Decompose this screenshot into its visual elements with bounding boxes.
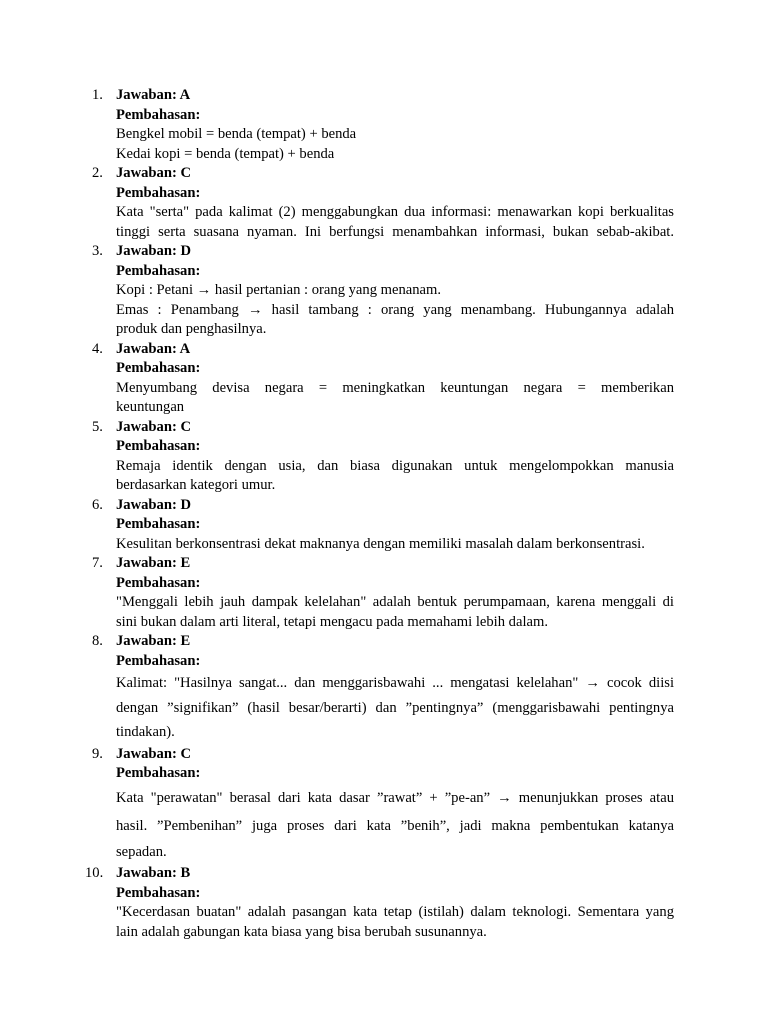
- answer-heading: Jawaban: C: [116, 745, 192, 762]
- explanation-line: Remaja identik dengan usia, dan biasa digunakan untuk mengelompokkan manusia: [116, 457, 674, 474]
- explanation-label: Pembahasan:: [116, 574, 201, 591]
- item-number: 8.: [92, 633, 103, 649]
- explanation-line: produk dan penghasilnya.: [116, 321, 267, 337]
- answer-item-10: [0, 864, 674, 942]
- answer-heading: Jawaban: C: [116, 418, 192, 435]
- explanation-label: Pembahasan:: [116, 262, 201, 279]
- answer-heading: Jawaban: E: [116, 555, 191, 571]
- explanation-line: tindakan).: [116, 724, 175, 740]
- answer-heading: Jawaban: B: [116, 865, 191, 881]
- explanation-line: Kata "serta" pada kalimat (2) menggabungkan dua informasi: menawarkan kopi berkualitas: [116, 204, 674, 220]
- explanation-label: Pembahasan:: [116, 184, 201, 201]
- answer-item-1: [0, 86, 674, 164]
- answer-item-8: [0, 632, 674, 745]
- explanation-label: Pembahasan:: [116, 360, 201, 376]
- answer-key-document: [0, 86, 768, 942]
- explanation-label: Pembahasan:: [116, 884, 201, 901]
- explanation-line: Kata "perawatan" berasal dari kata dasar ”rawat” + ”pe-an” → menunjukkan proses atau: [116, 789, 674, 806]
- item-number: 7.: [92, 555, 103, 571]
- answer-item-7: [0, 554, 674, 632]
- item-number: 9.: [92, 745, 103, 762]
- item-number: 10.: [85, 865, 104, 881]
- item-number: 4.: [92, 340, 103, 357]
- explanation-line: Kopi : Petani → hasil pertanian : orang yang menanam.: [116, 282, 442, 298]
- explanation-label: Pembahasan:: [116, 516, 201, 532]
- item-number: 1.: [92, 87, 103, 103]
- answer-item-6: [0, 496, 674, 555]
- explanation-line: lain adalah gabungan kata biasa yang bisa berubah susunannya.: [116, 923, 487, 940]
- explanation-label: Pembahasan:: [116, 438, 201, 454]
- answer-heading: Jawaban: C: [116, 165, 192, 181]
- explanation-line: "Menggali lebih jauh dampak kelelahan" adalah bentuk perumpamaan, karena menggali di: [116, 594, 674, 610]
- explanation-line: sepadan.: [116, 843, 167, 860]
- answer-item-4: [0, 340, 674, 418]
- explanation-label: Pembahasan:: [116, 765, 201, 781]
- item-number: 3.: [92, 243, 103, 259]
- explanation-line: Kedai kopi = benda (tempat) + benda: [116, 145, 335, 162]
- explanation-line: dengan ”signifikan” (hasil besar/berarti) dan ”pentingnya” (menggarisbawahi pentingnya: [116, 699, 674, 716]
- explanation-label: Pembahasan:: [116, 106, 201, 123]
- explanation-line: keuntungan: [116, 399, 185, 415]
- explanation-line: Menyumbang devisa negara = meningkatkan keuntungan negara = memberikan: [116, 379, 674, 396]
- explanation-line: sini bukan dalam arti literal, tetapi mengacu pada memahami lebih dalam.: [116, 613, 548, 630]
- explanation-line: hasil. ”Pembenihan” juga proses dari kata ”benih”, jadi makna pembentukan katanya: [116, 817, 674, 834]
- explanation-line: tinggi serta suasana nyaman. Ini berfungsi menambahkan informasi, bukan sebab-akibat.: [116, 223, 674, 240]
- item-number: 5.: [92, 418, 103, 435]
- explanation-line: berdasarkan kategori umur.: [116, 477, 276, 493]
- answer-heading: Jawaban: D: [116, 243, 192, 259]
- explanation-line: Emas : Penambang → hasil tambang : orang yang menambang. Hubungannya adalah: [116, 301, 674, 318]
- answer-item-5: [0, 418, 674, 496]
- explanation-line: "Kecerdasan buatan" adalah pasangan kata tetap (istilah) dalam teknologi. Sementara yang: [116, 904, 674, 920]
- answer-heading: Jawaban: D: [116, 496, 192, 513]
- answer-item-9: [0, 745, 674, 865]
- item-number: 6.: [92, 496, 103, 513]
- explanation-line: Kalimat: "Hasilnya sangat... dan menggarisbawahi ... mengatasi kelelahan" → cocok diisi: [116, 675, 674, 691]
- explanation-line: Bengkel mobil = benda (tempat) + benda: [116, 126, 357, 142]
- answer-heading: Jawaban: A: [116, 87, 191, 103]
- item-number: 2.: [92, 165, 103, 181]
- answer-item-3: [0, 242, 674, 340]
- answer-heading: Jawaban: E: [116, 633, 191, 649]
- answer-item-2: [0, 164, 674, 242]
- answer-heading: Jawaban: A: [116, 340, 191, 357]
- explanation-line: Kesulitan berkonsentrasi dekat maknanya dengan memiliki masalah dalam berkonsentrasi.: [116, 535, 645, 552]
- explanation-label: Pembahasan:: [116, 652, 201, 669]
